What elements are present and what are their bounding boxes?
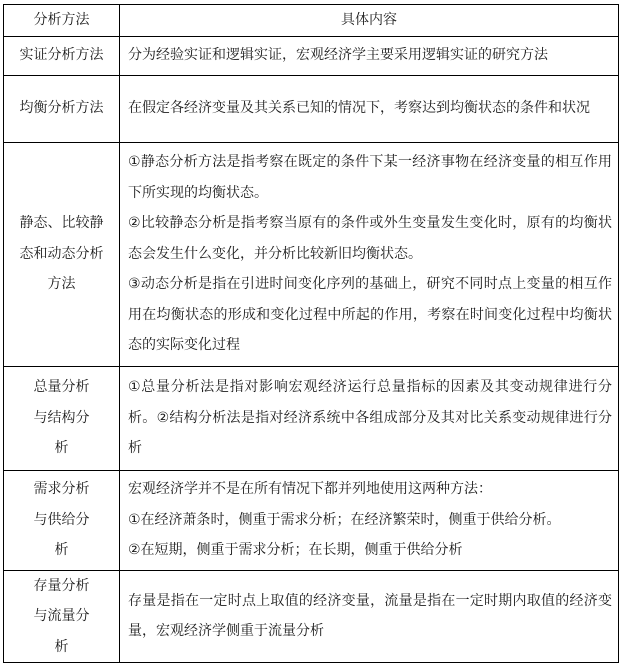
content-paragraph: 分为经验实证和逻辑实证，宏观经济学主要采用逻辑实证的研究方法 — [128, 47, 548, 64]
content-paragraph: ①在经济萧条时，侧重于需求分析；在经济繁荣时，侧重于供给分析。 — [128, 511, 561, 528]
content-paragraph: 存量是指在一定时点上取值的经济变量，流量是指在一定时期内取值的经济变量，宏观经济学侧重于流量分析 — [128, 592, 612, 640]
content-paragraph: ②在短期，侧重于需求分析；在长期，侧重于供给分析 — [128, 542, 463, 559]
table-row — [4, 75, 619, 142]
method-cell: 静态、比较静态和动态分析方法 — [4, 142, 120, 366]
content-paragraph: ①总量分析法是指对影响宏观经济运行总量指标的因素及其变动规律进行分析。②结构分析法是指对经济系统中各组成部分及其对比关系变动规律进行分析 — [128, 379, 612, 457]
content-cell — [120, 142, 619, 366]
method-cell: 总量分析与结构分析 — [4, 366, 120, 470]
content-paragraph: ③动态分析是指在引进时间变化序列的基础上，研究不同时点上变量的相互作用在均衡状态的形成和变化过程中所起的作用，考察在时间变化过程中均衡状态的实际变化过程 — [128, 276, 612, 354]
content-cell — [120, 470, 619, 570]
table-header-row — [4, 5, 619, 37]
table-row — [4, 142, 619, 366]
content-paragraph: ②比较静态分析是指考察当原有的条件或外生变量发生变化时，原有的均衡状态会发生什么变化，并分析比较新旧均衡状态。 — [128, 215, 612, 262]
analysis-methods-table-container — [3, 4, 618, 663]
table-row — [4, 366, 619, 470]
content-paragraph: 在假定各经济变量及其关系已知的情况下，考察达到均衡状态的条件和状况 — [128, 100, 590, 117]
method-cell: 需求分析与供给分析 — [4, 470, 120, 570]
content-cell — [120, 75, 619, 142]
content-cell — [120, 366, 619, 470]
content-paragraph: ①静态分析方法是指考察在既定的条件下某一经济事物在经济变量的相互作用下所实现的均衡状态。 — [128, 154, 612, 201]
content-cell — [120, 36, 619, 75]
method-cell: 均衡分析方法 — [4, 75, 120, 142]
content-cell — [120, 570, 619, 663]
method-cell: 实证分析方法 — [4, 36, 120, 75]
table-row — [4, 36, 619, 75]
method-cell: 存量分析与流量分析 — [4, 570, 120, 663]
analysis-methods-table — [3, 4, 619, 663]
table-row — [4, 470, 619, 570]
content-paragraph: 宏观经济学并不是在所有情况下都并列地使用这两种方法： — [128, 481, 492, 498]
header-content: 具体内容 — [120, 5, 619, 37]
table-row — [4, 570, 619, 663]
header-method: 分析方法 — [4, 5, 120, 37]
